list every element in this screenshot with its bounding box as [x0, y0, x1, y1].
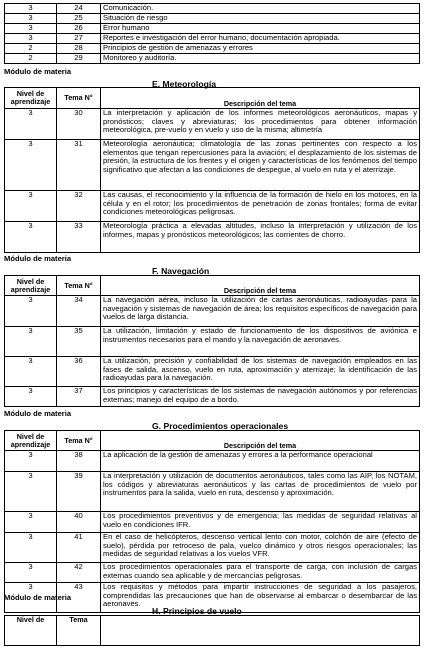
topic-number-cell: 42	[57, 563, 101, 583]
topic-number-cell: 37	[57, 387, 101, 407]
table-row	[5, 14, 420, 24]
description-cell: Los procedimientos operacionales para el transporte de carga, con inclusión de cargas externas cuando sea aplicable y de mercancías peligrosas.	[101, 563, 420, 583]
description-cell: Principios de gestión de amenazas y errores	[101, 44, 420, 54]
level-cell: 3	[5, 24, 57, 34]
module-label: Módulo de materia	[4, 254, 72, 263]
table-row	[5, 357, 420, 387]
level-cell: 3	[5, 222, 57, 253]
level-cell: 3	[5, 472, 57, 512]
section-title-principios: H. Principios de vuelo	[152, 606, 242, 616]
description-cell: La navegación aérea, incluso la utilización de cartas aeronáuticas, radioayudas para la navegación y sistemas de navegación de área; los requisitos específicos de navegación para vuelos de larga distancia.	[101, 296, 420, 327]
table-header-row	[5, 616, 420, 646]
topic-number-cell: 31	[57, 140, 101, 191]
header-nivel: Nivel de aprendizaje	[5, 276, 57, 296]
header-nivel: Nivel de	[5, 616, 57, 646]
description-cell: Monitoreo y auditoría.	[101, 54, 420, 64]
table-row	[5, 109, 420, 140]
table-row	[5, 54, 420, 64]
table-row	[5, 222, 420, 253]
description-cell: La utilización, limitación y estado de funcionamiento de los dispositivos de aviónica e instrumentos necesarios para el mando y la navegación de aeronaves.	[101, 327, 420, 357]
level-cell: 3	[5, 296, 57, 327]
topic-number-cell: 40	[57, 512, 101, 533]
topic-table-navegacion	[4, 275, 420, 407]
description-cell: Meteorología práctica a elevadas altitudes, incluso la interpretación y utilización de los informes, mapas y pronósticos meteorológicos; las corrientes de chorro.	[101, 222, 420, 253]
level-cell: 3	[5, 14, 57, 24]
header-tema: Tema N°	[57, 88, 101, 109]
topic-table-meteorologia	[4, 87, 420, 253]
topic-number-cell: 35	[57, 327, 101, 357]
level-cell: 3	[5, 533, 57, 563]
level-cell: 3	[5, 140, 57, 191]
level-cell: 2	[5, 44, 57, 54]
section-title-procedimientos: G. Procedimientos operacionales	[152, 421, 289, 431]
level-cell: 3	[5, 4, 57, 14]
table-row	[5, 563, 420, 583]
topic-number-cell: 25	[57, 14, 101, 24]
topic-number-cell: 43	[57, 583, 101, 613]
topic-number-cell: 30	[57, 109, 101, 140]
header-tema: Tema N°	[57, 276, 101, 296]
description-cell: Meteorología aeronáutica; climatología de las zonas pertinentes con respecto a los elementos que tengan repercusiones para la aviación; el desplazamiento de los sistemas de presión, la estructura de los frentes y el origen y características de los fenómenos del tiempo significativo que afectan a las condiciones de despegue, al vuelo en ruta y el aterrizaje.	[101, 140, 420, 191]
topic-number-cell: 39	[57, 472, 101, 512]
level-cell: 3	[5, 583, 57, 613]
table-row	[5, 44, 420, 54]
table-row	[5, 472, 420, 512]
table-row	[5, 24, 420, 34]
topic-rows	[5, 4, 420, 64]
header-descripcion: Descripción del tema	[101, 88, 420, 109]
level-cell: 3	[5, 357, 57, 387]
table-row	[5, 327, 420, 357]
section-title-meteorologia: E. Meteorología	[152, 79, 216, 89]
description-cell: Situación de riesgo	[101, 14, 420, 24]
section-title-navegacion: F. Navegación	[152, 266, 210, 276]
description-cell: Reportes e investigación del error humano, documentación apropiada.	[101, 34, 420, 44]
description-cell: Los procedimientos preventivos y de emergencia; las medidas de seguridad relativas al vuelo en condiciones IFR.	[101, 512, 420, 533]
description-cell: Los requisitos y métodos para impartir instrucciones de seguridad a los pasajeros, comprendidas las precauciones que han de observarse al embarcar o desembarcar de las aeronaves.	[101, 583, 420, 613]
topic-table-procedimientos	[4, 430, 420, 613]
header-descripcion: Descripción del tema	[101, 276, 420, 296]
topic-number-cell: 41	[57, 533, 101, 563]
module-label: Módulo de materia	[4, 593, 72, 602]
table-row	[5, 296, 420, 327]
level-cell: 3	[5, 387, 57, 407]
topic-table-continued	[4, 3, 420, 64]
description-cell: Comunicación.	[101, 4, 420, 14]
description-cell: La interpretación y aplicación de los informes meteorológicos aeronáuticos, mapas y pronósticos; claves y abreviaturas; los procedimientos para obtener información meteorológica, pre-vuelo y en vuelo y uso de la misma; altimetría	[101, 109, 420, 140]
level-cell: 3	[5, 563, 57, 583]
topic-number-cell: 29	[57, 54, 101, 64]
table-row	[5, 4, 420, 14]
level-cell: 3	[5, 34, 57, 44]
level-cell: 3	[5, 327, 57, 357]
header-descripcion: Descripción del tema	[101, 431, 420, 451]
table-row	[5, 140, 420, 191]
level-cell: 3	[5, 191, 57, 222]
level-cell: 3	[5, 512, 57, 533]
header-tema: Tema N°	[57, 431, 101, 451]
level-cell: 3	[5, 109, 57, 140]
topic-number-cell: 32	[57, 191, 101, 222]
topic-number-cell: 26	[57, 24, 101, 34]
topic-number-cell: 28	[57, 44, 101, 54]
header-nivel: Nivel de aprendizaje	[5, 431, 57, 451]
description-cell: La aplicación de la gestión de amenazas y errores a la performance operacional	[101, 451, 420, 472]
table-row	[5, 387, 420, 407]
table-row	[5, 533, 420, 563]
table-row	[5, 34, 420, 44]
header-nivel: Nivel de aprendizaje	[5, 88, 57, 109]
topic-number-cell: 27	[57, 34, 101, 44]
table-row	[5, 191, 420, 222]
table-row	[5, 451, 420, 472]
description-cell: Los principios y características de los sistemas de navegación autónomos y por referencias externas; manejo del equipo de a bordo.	[101, 387, 420, 407]
table-header-row	[5, 431, 420, 451]
table-row	[5, 512, 420, 533]
table-header-row	[5, 276, 420, 296]
description-cell: En el caso de helicópteros, descenso vertical lento con motor, colchón de aire (efecto de suelo), pérdida por retroceso de pala, vuelco dinámico y otros riesgos operacionales; las medidas de seguridad relativas a los vuelos VFR.	[101, 533, 420, 563]
module-label: Módulo de materia	[4, 409, 72, 418]
topic-number-cell: 24	[57, 4, 101, 14]
level-cell: 2	[5, 54, 57, 64]
topic-table-principios	[4, 615, 420, 646]
table-header-row	[5, 88, 420, 109]
level-cell: 3	[5, 451, 57, 472]
topic-number-cell: 38	[57, 451, 101, 472]
description-cell: La utilización, precisión y confiabilidad de los sistemas de navegación empleados en las fases de salida, ascenso, vuelo en ruta, aproximación y aterrizaje; la identificación de las radioayudas para la navegación.	[101, 357, 420, 387]
header-tema: Tema	[57, 616, 101, 646]
module-label: Módulo de materia	[4, 67, 72, 76]
topic-number-cell: 33	[57, 222, 101, 253]
description-cell: Error humano	[101, 24, 420, 34]
topic-number-cell: 36	[57, 357, 101, 387]
topic-number-cell: 34	[57, 296, 101, 327]
description-cell: La interpretación y utilización de documentos aeronáuticos, tales como las AIP, los NOTAM, los códigos y abreviaturas aeronáuticos y las cartas de procedimientos de vuelo por instrumentos para la salida, vuelo en ruta, descenso y aproximación.	[101, 472, 420, 512]
header-descripcion-empty	[101, 616, 420, 646]
description-cell: Las causas, el reconocimiento y la influencia de la formación de hielo en los motores, en la célula y en el rotor; los procedimientos de penetración de zonas frontales; forma de evitar condiciones meteorológicas peligrosas.	[101, 191, 420, 222]
